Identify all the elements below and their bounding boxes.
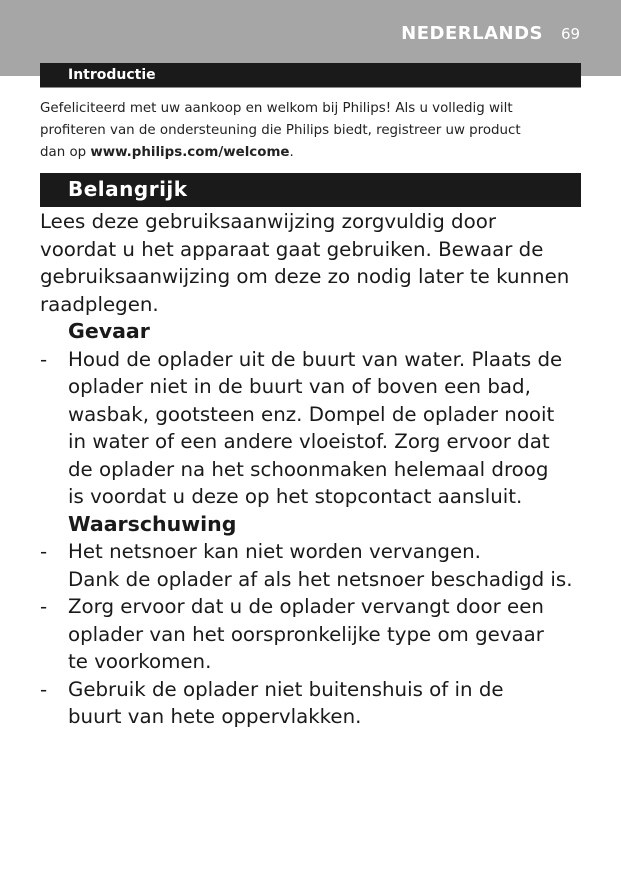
bullet-dash: - bbox=[40, 595, 48, 618]
warning-item-line: te voorkomen. bbox=[68, 650, 212, 673]
warning-item bbox=[40, 593, 585, 676]
intro-line-prefix: dan op bbox=[40, 145, 91, 160]
warning-heading: Waarschuwing bbox=[68, 511, 237, 536]
bullet-dash: - bbox=[40, 347, 48, 371]
intro-heading: Introductie bbox=[68, 67, 156, 83]
page-number: 69 bbox=[561, 25, 581, 43]
important-content bbox=[40, 208, 585, 731]
philips-url: www.philips.com/welcome bbox=[90, 145, 290, 160]
warning-item-line: Dank de oplader af als het netsnoer beschadigd is. bbox=[68, 567, 573, 591]
important-section-bar bbox=[40, 173, 581, 207]
danger-heading: Gevaar bbox=[68, 319, 150, 343]
important-heading: Belangrijk bbox=[68, 177, 188, 201]
warning-item-line: Gebruik de oplader niet buitenshuis of in de bbox=[68, 677, 504, 701]
warning-item-line: Zorg ervoor dat u de oplader vervangt door een bbox=[68, 595, 544, 618]
intro-section-bar bbox=[40, 63, 581, 88]
intro-line bbox=[40, 142, 600, 164]
important-intro-line: voordat u het apparaat gaat gebruiken. Bewaar de bbox=[40, 237, 544, 261]
bullet-dash: - bbox=[40, 540, 48, 563]
language-label: NEDERLANDS bbox=[401, 23, 543, 44]
danger-item-line: Houd de oplader uit de buurt van water. Plaats de bbox=[68, 347, 563, 371]
danger-item-line: in water of een andere vloeistof. Zorg ervoor dat bbox=[68, 430, 550, 453]
warning-item-line: oplader van het oorspronkelijke type om gevaar bbox=[68, 622, 544, 646]
intro-line-suffix: . bbox=[289, 145, 294, 160]
warning-item-line: buurt van hete oppervlakken. bbox=[68, 705, 362, 728]
danger-item-line: wasbak, gootsteen enz. Dompel de oplader nooit bbox=[68, 402, 555, 426]
danger-item-line: de oplader na het schoonmaken helemaal droog bbox=[68, 457, 549, 481]
important-intro-line: Lees deze gebruiksaanwijzing zorgvuldig door bbox=[40, 210, 496, 233]
warning-item bbox=[40, 676, 585, 731]
important-intro-line: raadplegen. bbox=[40, 292, 159, 316]
intro-line: profiteren van de ondersteuning die Philips biedt, registreer uw product bbox=[40, 123, 521, 138]
bullet-dash: - bbox=[40, 677, 48, 701]
warning-item-line: Het netsnoer kan niet worden vervangen. bbox=[68, 540, 481, 563]
intro-line: Gefeliciteerd met uw aankoop en welkom bij Philips! Als u volledig wilt bbox=[40, 101, 513, 116]
danger-item bbox=[40, 346, 585, 511]
intro-paragraph bbox=[40, 98, 600, 164]
danger-item-line: oplader niet in de buurt van of boven een bad, bbox=[68, 375, 531, 398]
warning-item bbox=[40, 538, 585, 593]
important-intro-line: gebruiksaanwijzing om deze zo nodig later te kunnen bbox=[40, 265, 570, 288]
danger-item-line: is voordat u deze op het stopcontact aansluit. bbox=[68, 485, 523, 508]
